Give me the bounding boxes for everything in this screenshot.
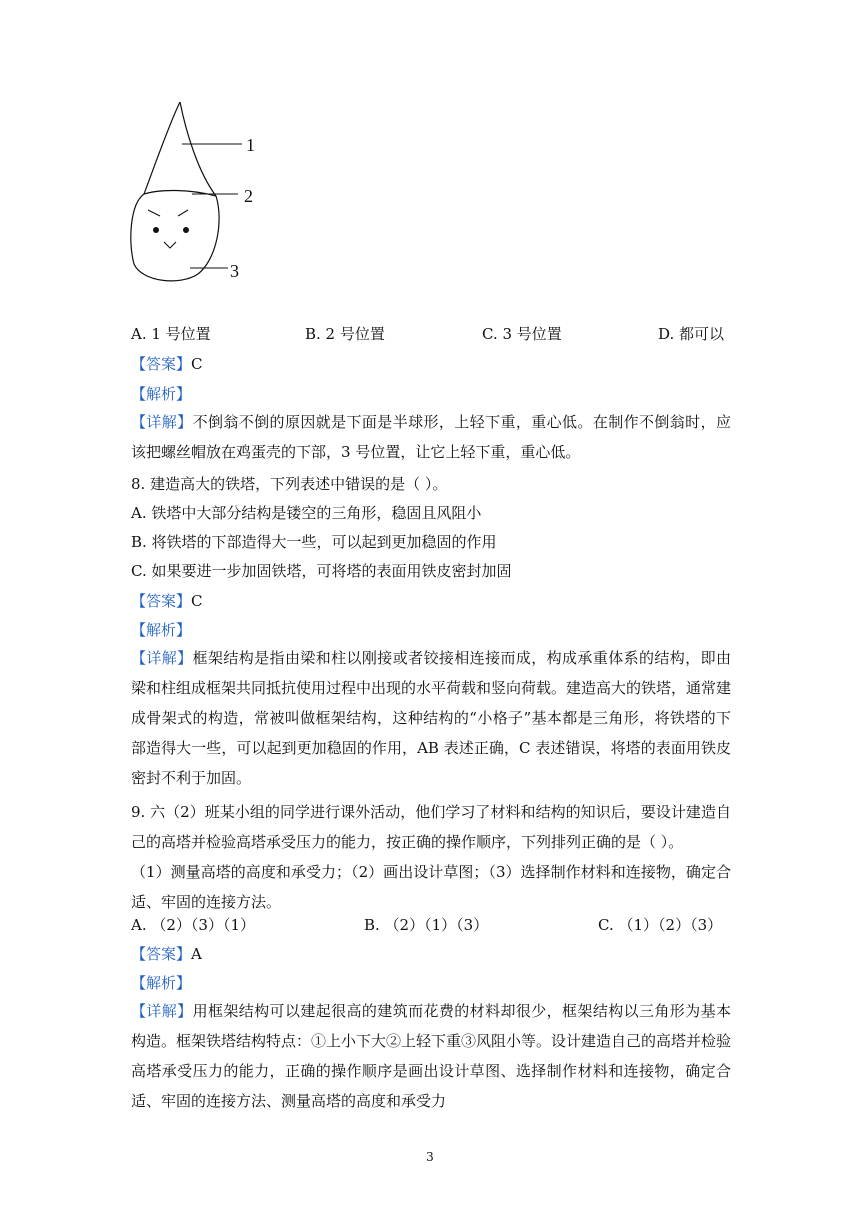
analysis-tag: 【解析】 — [131, 621, 192, 639]
q8-option-b: B. 将铁塔的下部造得大一些，可以起到更加稳固的作用 — [131, 533, 497, 551]
detail-text: 用框架结构可以建起很高的建筑而花费的材料却很少，框架结构以三角形为基本构造。框架铁塔结构特点：①上小下大②上轻下重③风阻小等。设计建造自己的高塔并检验高塔承受压力的能力，正确的操作顺序是画出设计草图、选择制作材料和连接物，确定合适、牢固的连接方法、测量高塔的高度和承受力 — [131, 1002, 732, 1110]
answer-tag: 【答案】 — [131, 945, 192, 963]
answer-value: C — [191, 592, 203, 610]
q9-option-c: C. （1）（2）（3） — [598, 916, 723, 934]
detail-tag: 【详解】 — [131, 1002, 193, 1020]
answer-tag: 【答案】 — [131, 355, 192, 373]
q9-option-a: A. （2）（3）（1） — [131, 916, 255, 934]
q7-option-d: D. 都可以 — [658, 325, 725, 343]
q9-answer — [131, 944, 202, 964]
q7-answer — [131, 354, 203, 374]
analysis-tag: 【解析】 — [131, 974, 192, 992]
q8-answer — [131, 591, 203, 611]
analysis-tag: 【解析】 — [131, 385, 192, 403]
detail-text: 框架结构是指由梁和柱以刚接或者铰接相连接而成，构成承重体系的结构，即由梁和柱组成框架共同抵抗使用过程中出现的水平荷载和竖向荷载。建造高大的铁塔，通常建成骨架式的构造，常被叫做框架结构，这种结构的“小格子”基本都是三角形，将铁塔的下部造得大一些，可以起到更加稳固的作用，AB 表述正确，C 表述错误，将塔的表面用铁皮密封不利于加固。 — [131, 649, 732, 787]
q9-steps: （1）测量高塔的高度和承受力；（2）画出设计草图；（3）选择制作材料和连接物，确定合适、牢固的连接方法。 — [131, 863, 731, 911]
q8-option-a: A. 铁塔中大部分结构是镂空的三角形，稳固且风阻小 — [131, 504, 482, 522]
q7-detail — [131, 407, 731, 467]
q8-analysis-heading — [131, 620, 191, 640]
q7-option-c: C. 3 号位置 — [482, 325, 562, 343]
detail-text: 不倒翁不倒的原因就是下面是半球形，上轻下重，重心低。在制作不倒翁时，应该把螺丝帽放在鸡蛋壳的下部，3 号位置，让它上轻下重，重心低。 — [131, 413, 731, 461]
q9-option-b: B. （2）（1）（3） — [364, 916, 489, 934]
answer-value: C — [191, 355, 203, 373]
q8-detail — [131, 643, 731, 793]
answer-tag: 【答案】 — [131, 592, 192, 610]
tumbler-figure — [120, 92, 280, 292]
detail-tag: 【详解】 — [131, 413, 193, 431]
answer-value: A — [191, 945, 202, 963]
q9-analysis-heading — [131, 973, 191, 993]
q9-stem: 9. 六（2）班某小组的同学进行课外活动，他们学习了材料和结构的知识后，要设计建造自己的高塔并检验高塔承受压力的能力，按正确的操作顺序，下列排列正确的是（ ）。 — [131, 803, 731, 851]
tumbler-drawing — [120, 92, 280, 292]
page-number: 3 — [426, 1150, 434, 1164]
q9-detail — [131, 996, 731, 1116]
q7-option-a: A. 1 号位置 — [131, 325, 211, 343]
figure-label-2: 2 — [244, 186, 253, 206]
q7-option-b: B. 2 号位置 — [305, 325, 385, 343]
detail-tag: 【详解】 — [131, 649, 193, 667]
figure-label-1: 1 — [246, 135, 255, 155]
q8-option-c: C. 如果要进一步加固铁塔，可将塔的表面用铁皮密封加固 — [131, 562, 512, 580]
q7-analysis-heading — [131, 384, 191, 404]
q8-stem: 8. 建造高大的铁塔，下列表述中错误的是（ ）。 — [131, 475, 448, 493]
figure-label-3: 3 — [230, 261, 239, 281]
